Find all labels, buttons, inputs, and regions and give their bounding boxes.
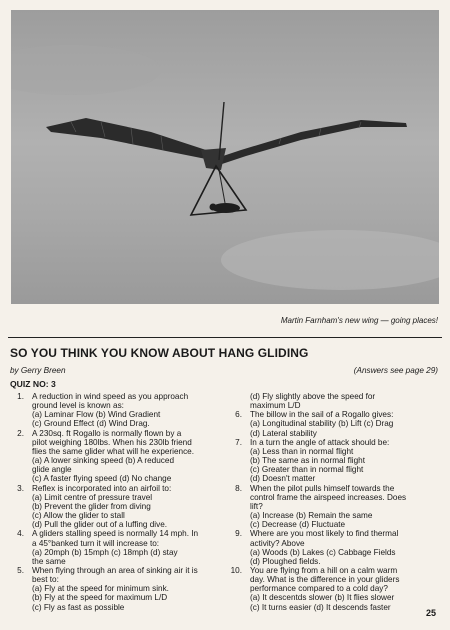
question-line: a 45°banked turn it will increase to: [32, 538, 160, 548]
question-line: the same [32, 556, 66, 566]
question-line: pilot weighing 180lbs. When his 230lb friend [32, 437, 192, 447]
question-line: When flying through an area of sinking air it is [32, 565, 198, 575]
article-title: SO YOU THINK YOU KNOW ABOUT HANG GLIDING [10, 346, 309, 360]
question-line: (a) Longitudinal stability (b) Lift (c) Drag [250, 419, 394, 429]
quiz-question [10, 392, 222, 429]
question-number: 5. [17, 565, 24, 575]
question-line: Reflex is incorporated into an airfoil to: [32, 483, 172, 493]
question-line: (a) Limit centre of pressure travel [32, 492, 153, 502]
question-line: A reduction in wind speed as you approach [32, 392, 189, 401]
question-line: (b) Fly at the speed for maximum L/D [32, 593, 168, 603]
quiz-question [228, 392, 434, 410]
question-number: 6. [235, 410, 242, 420]
question-line: (d) Pull the glider out of a luffing dive. [32, 520, 168, 530]
page-number: 25 [425, 608, 436, 618]
question-line: (b) Prevent the glider from diving [32, 501, 151, 511]
hang-glider-icon [11, 10, 439, 304]
question-line: (b) The same as in normal flight [250, 456, 365, 466]
question-line: (a) Increase (b) Remain the same [250, 511, 373, 521]
question-line: day. What is the difference in your gliders [250, 575, 400, 585]
question-line: You are flying from a hill on a calm warm [250, 565, 398, 575]
question-line: (c) Greater than in normal flight [250, 465, 364, 475]
question-line: (c) Fly as fast as possible [32, 602, 125, 612]
question-line: Where are you most likely to find thermal [250, 529, 399, 539]
question-line: (a) It descentds slower (b) It flies slower [250, 593, 395, 603]
question-number: 10. [230, 565, 242, 575]
quiz-question [10, 566, 222, 612]
question-line: performance compared to a cold day? [250, 584, 388, 594]
article-byline: by Gerry Breen [10, 366, 66, 375]
question-number: 4. [17, 529, 24, 539]
question-line: When the pilot pulls himself towards the [250, 483, 395, 493]
question-line: (d) Fly slightly above the speed for [250, 392, 376, 401]
question-line: flies the same glider what will he experience. [32, 446, 195, 456]
question-number: 8. [235, 483, 242, 493]
question-number: 7. [235, 437, 242, 447]
question-line: (a) Woods (b) Lakes (c) Cabbage Fields [250, 547, 396, 557]
question-line: (c) Decrease (d) Fluctuate [250, 520, 346, 530]
question-number: 1. [17, 392, 24, 401]
quiz-question [228, 484, 434, 530]
question-line: (a) Fly at the speed for minimum sink. [32, 584, 169, 594]
question-line: In a turn the angle of attack should be: [250, 437, 390, 447]
quiz-question [228, 529, 434, 566]
question-line: (c) Ground Effect (d) Wind Drag. [32, 419, 150, 429]
question-number: 2. [17, 428, 24, 438]
question-line: (a) A lower sinking speed (b) A reduced [32, 456, 174, 466]
question-line: glide angle [32, 465, 72, 475]
question-line: A 230sq. ft Rogallo is normally flown by a [32, 428, 182, 438]
quiz-question [228, 566, 434, 612]
question-line: The billow in the sail of a Rogallo gives: [250, 410, 394, 420]
question-line: (a) Laminar Flow (b) Wind Gradient [32, 410, 161, 420]
quiz-question [228, 410, 434, 437]
questions-right-column [228, 392, 434, 612]
hang-glider-photo [11, 10, 439, 304]
quiz-question [228, 438, 434, 484]
answers-note: (Answers see page 29) [353, 366, 438, 375]
question-line: (a) 20mph (b) 15mph (c) 18mph (d) stay [32, 547, 178, 557]
question-line: A gliders stalling speed is normally 14 mph. In [32, 529, 199, 539]
question-line: (c) A faster flying speed (d) No change [32, 474, 172, 484]
questions-left-column [10, 392, 222, 612]
question-line: (d) Doesn't matter [250, 474, 316, 484]
photo-caption: Martin Farnham's new wing — going places! [280, 316, 438, 325]
question-line: maximum L/D [250, 401, 301, 411]
question-number: 3. [17, 483, 24, 493]
quiz-question [10, 484, 222, 530]
question-line: (c) It turns easier (d) It descends faster [250, 602, 391, 612]
question-line: (d) Ploughed fields. [250, 556, 321, 566]
question-line: (d) Lateral stability [250, 428, 317, 438]
quiz-question [10, 429, 222, 484]
quiz-question [10, 529, 222, 566]
question-line: control frame the airspeed increases. Does [250, 492, 407, 502]
question-line: lift? [250, 501, 263, 511]
question-line: (c) Allow the glider to stall [32, 511, 125, 521]
question-line: (a) Less than in normal flight [250, 446, 354, 456]
question-number: 9. [235, 529, 242, 539]
question-line: best to: [32, 575, 59, 585]
question-line: activity? Above [250, 538, 305, 548]
quiz-number: QUIZ NO: 3 [10, 379, 56, 389]
section-divider [8, 337, 442, 338]
question-line: ground level is known as: [32, 401, 124, 411]
